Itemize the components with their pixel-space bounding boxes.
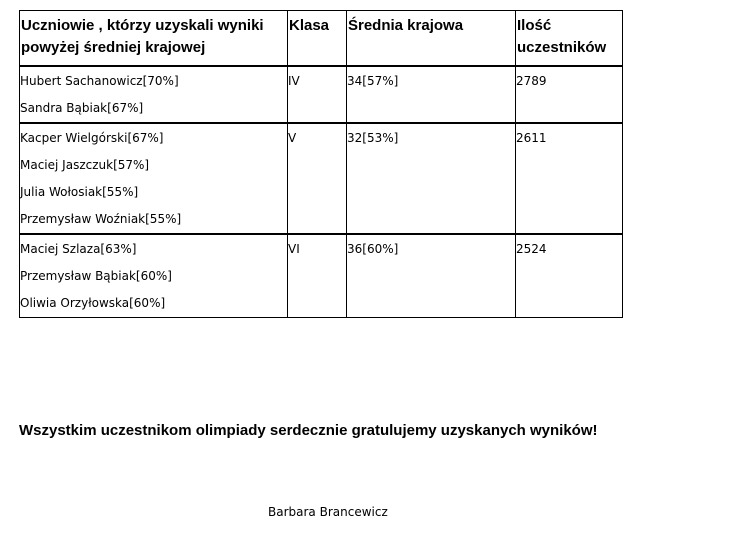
- congratulations-text: Wszystkim uczestnikom olimpiady serdecznie gratulujemy uzyskanych wyników!: [19, 422, 598, 439]
- header-srednia: Średnia krajowa: [347, 11, 516, 67]
- srednia-value: 36[60%]: [347, 242, 399, 256]
- ilosc-cell: [516, 66, 623, 123]
- klasa-cell: [288, 234, 347, 318]
- student-entry: Sandra Bąbiak[67%]: [20, 101, 144, 115]
- students-cell: [20, 66, 288, 123]
- header-students: Uczniowie , którzy uzyskali wyniki powyżej średniej krajowej: [20, 11, 288, 67]
- students-cell: [20, 234, 288, 318]
- table-header-row: [20, 11, 623, 67]
- klasa-cell: [288, 66, 347, 123]
- ilosc-value: 2789: [516, 74, 547, 88]
- student-entry: Przemysław Bąbiak[60%]: [20, 269, 172, 283]
- student-entry: Maciej Jaszczuk[57%]: [20, 158, 150, 172]
- srednia-value: 34[57%]: [347, 74, 399, 88]
- student-entry: Oliwia Orzyłowska[60%]: [20, 296, 166, 310]
- klasa-value: IV: [288, 74, 300, 88]
- srednia-cell: [347, 123, 516, 234]
- ilosc-cell: [516, 234, 623, 318]
- student-entry: Hubert Sachanowicz[70%]: [20, 74, 179, 88]
- student-entry: Maciej Szlaza[63%]: [20, 242, 137, 256]
- ilosc-cell: [516, 123, 623, 234]
- header-klasa: Klasa: [288, 11, 347, 67]
- klasa-cell: [288, 123, 347, 234]
- table-row: [20, 234, 623, 318]
- signature-text: Barbara Brancewicz: [268, 505, 388, 519]
- header-ilosc: Ilość uczestników: [516, 11, 623, 67]
- students-cell: [20, 123, 288, 234]
- srednia-cell: [347, 66, 516, 123]
- klasa-value: V: [288, 131, 297, 145]
- student-entry: Julia Wołosiak[55%]: [20, 185, 139, 199]
- ilosc-value: 2611: [516, 131, 547, 145]
- student-entry: Przemysław Woźniak[55%]: [20, 212, 182, 226]
- klasa-value: VI: [288, 242, 300, 256]
- table-row: [20, 123, 623, 234]
- srednia-cell: [347, 234, 516, 318]
- ilosc-value: 2524: [516, 242, 547, 256]
- results-table: [19, 10, 623, 318]
- student-entry: Kacper Wielgórski[67%]: [20, 131, 164, 145]
- srednia-value: 32[53%]: [347, 131, 399, 145]
- table-row: [20, 66, 623, 123]
